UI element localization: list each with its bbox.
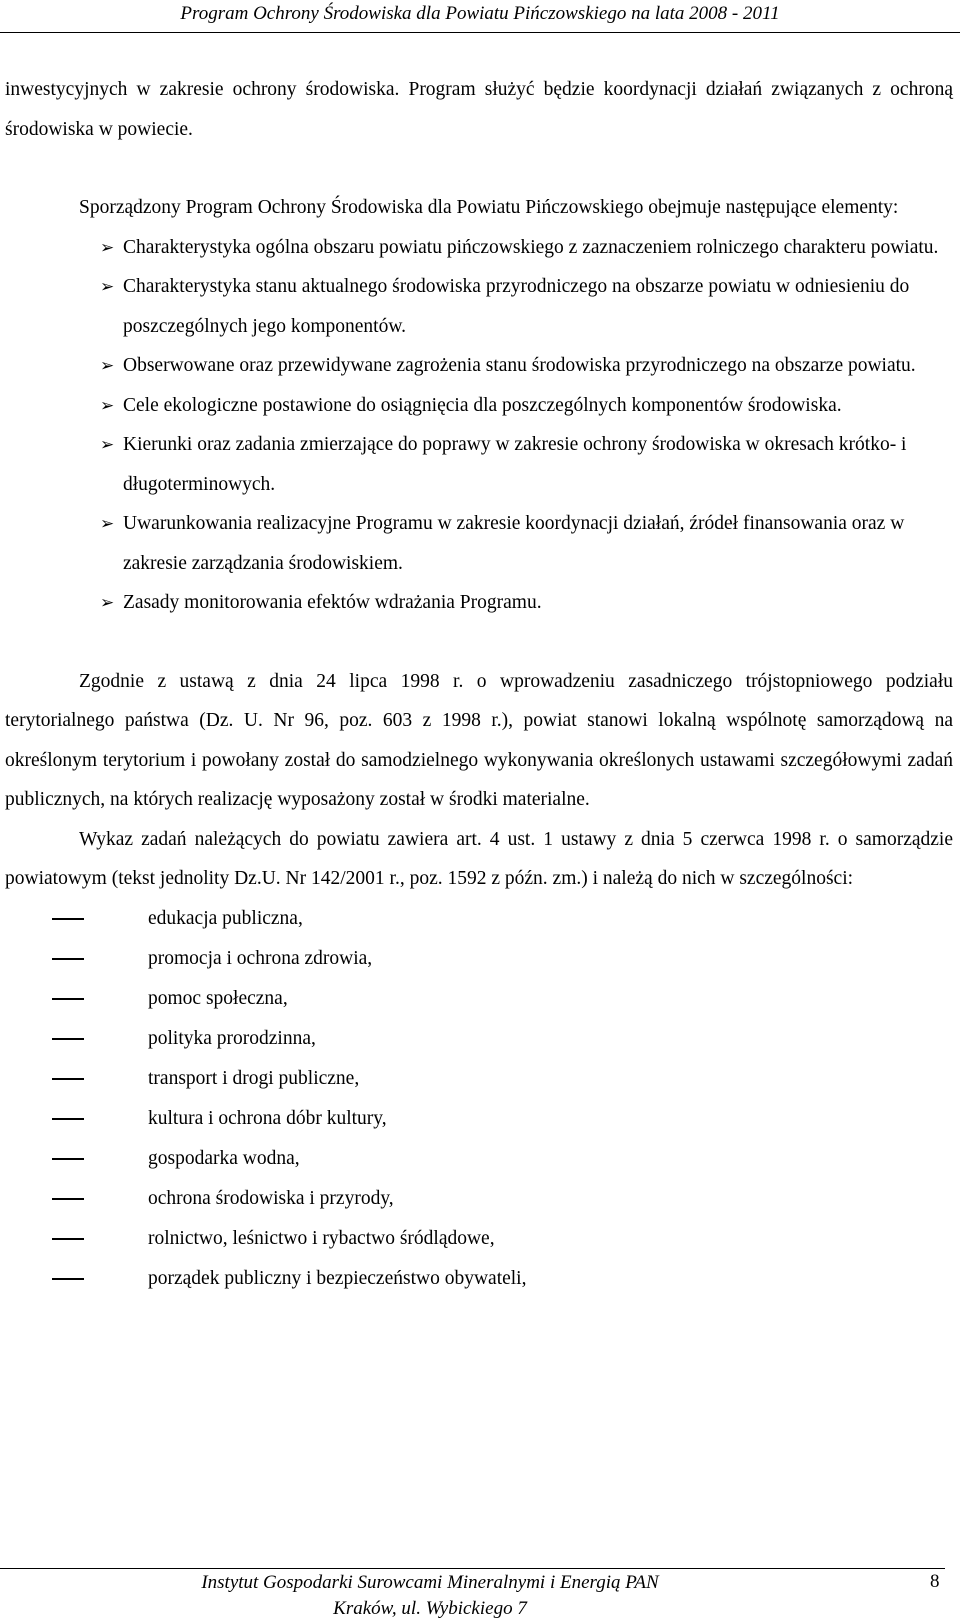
- dash-bullet-icon: [52, 998, 84, 1000]
- list-item: ➢ Zasady monitorowania efektów wdrażania Programu.: [107, 583, 953, 623]
- arrow-bullet-icon: ➢: [100, 593, 115, 612]
- list-item: promocja i ochrona zdrowia,: [5, 939, 953, 979]
- tasks-list: [5, 899, 953, 1299]
- paragraph-elements: Sporządzony Program Ochrony Środowiska dla Powiatu Pińczowskiego obejmuje następujące elementy:: [79, 197, 899, 218]
- list-item: porządek publiczny i bezpieczeństwo obywateli,: [5, 1259, 953, 1299]
- dash-bullet-icon: [52, 1038, 84, 1040]
- page-header: [0, 0, 960, 32]
- page-number: 8: [930, 1571, 940, 1592]
- dash-bullet-icon: [52, 1238, 84, 1240]
- dash-bullet-icon: [52, 1198, 84, 1200]
- header-title: Program Ochrony Środowiska dla Powiatu Pińczowskiego na lata 2008 - 2011: [180, 3, 780, 24]
- list-item: kultura i ochrona dóbr kultury,: [5, 1099, 953, 1139]
- elements-list: [5, 228, 953, 623]
- arrow-bullet-icon: ➢: [100, 514, 115, 533]
- paragraph-gap: [5, 149, 953, 188]
- list-item: transport i drogi publiczne,: [5, 1059, 953, 1099]
- footer-divider: [0, 1568, 945, 1569]
- list-item: ➢ Charakterystyka ogólna obszaru powiatu pińczowskiego z zaznaczeniem rolniczego charakteru powiatu.: [107, 228, 953, 268]
- dash-bullet-icon: [52, 1158, 84, 1160]
- list-item: ➢ Cele ekologiczne postawione do osiągnięcia dla poszczególnych komponentów środowiska.: [107, 386, 953, 426]
- paragraph-tasks: Wykaz zadań należących do powiatu zawiera art. 4 ust. 1 ustawy z dnia 5 czerwca 1998 r. o samorządzie powiatowym (tekst jednolity Dz.U. Nr 142/2001 r., poz. 1592 z późn. zm.) i należą do nich w szczególności:: [5, 828, 953, 889]
- list-item: ➢ Kierunki oraz zadania zmierzające do poprawy w zakresie ochrony środowiska w okresach krótko- i długoterminowych.: [107, 425, 953, 504]
- list-item: ochrona środowiska i przyrody,: [5, 1179, 953, 1219]
- list-item: ➢ Obserwowane oraz przewidywane zagrożenia stanu środowiska przyrodniczego na obszarze powiatu.: [107, 346, 953, 386]
- dash-bullet-icon: [52, 1078, 84, 1080]
- list-item: gospodarka wodna,: [5, 1139, 953, 1179]
- arrow-bullet-icon: ➢: [100, 277, 115, 296]
- list-item: ➢ Uwarunkowania realizacyjne Programu w zakresie koordynacji działań, źródeł finansowania oraz w zakresie zarządzania środowiskiem.: [107, 504, 953, 583]
- list-item: edukacja publiczna,: [5, 899, 953, 939]
- footer-address: Kraków, ul. Wybickiego 7: [333, 1598, 527, 1619]
- header-divider: [0, 32, 960, 33]
- dash-bullet-icon: [52, 918, 84, 920]
- footer-institute: Instytut Gospodarki Surowcami Mineralnymi i Energią PAN: [201, 1572, 659, 1593]
- list-item: rolnictwo, leśnictwo i rybactwo śródlądowe,: [5, 1219, 953, 1259]
- document-body: [5, 70, 953, 1299]
- arrow-bullet-icon: ➢: [100, 435, 115, 454]
- paragraph-law: Zgodnie z ustawą z dnia 24 lipca 1998 r. o wprowadzeniu zasadniczego trójstopniowego podziału terytorialnego państwa (Dz. U. Nr 96, poz. 603 z 1998 r.), powiat stanowi lokalną wspólnotę samorządową na określonym terytorium i powołany został do samodzielnego wykonywania określonych ustawami szczegółowymi zadań publicznych, na których realizację wyposażony został w środki materialne.: [5, 670, 953, 810]
- arrow-bullet-icon: ➢: [100, 356, 115, 375]
- list-item: ➢ Charakterystyka stanu aktualnego środowiska przyrodniczego na obszarze powiatu w odniesieniu do poszczególnych jego komponentów.: [107, 267, 953, 346]
- paragraph-intro: inwestycyjnych w zakresie ochrony środowiska. Program służyć będzie koordynacji działań związanych z ochroną środowiska w powiecie.: [5, 79, 953, 140]
- dash-bullet-icon: [52, 1278, 84, 1280]
- list-item: polityka prorodzinna,: [5, 1019, 953, 1059]
- list-item: pomoc społeczna,: [5, 979, 953, 1019]
- arrow-bullet-icon: ➢: [100, 237, 115, 257]
- dash-bullet-icon: [52, 958, 84, 960]
- paragraph-gap: [5, 623, 953, 662]
- page-footer: [100, 1570, 760, 1622]
- arrow-bullet-icon: ➢: [100, 395, 115, 415]
- dash-bullet-icon: [52, 1118, 84, 1120]
